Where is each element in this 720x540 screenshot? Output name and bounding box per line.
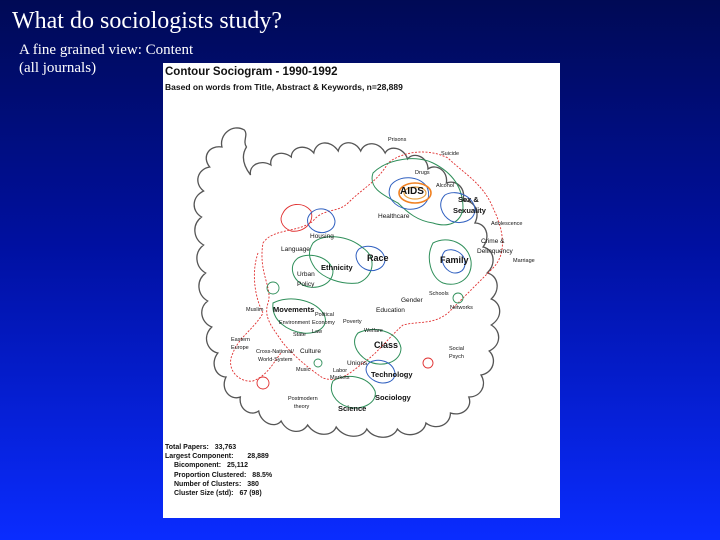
label-crime-1: Crime & [481, 238, 505, 245]
label-law: Law [312, 329, 323, 335]
label-drugs: Drugs [415, 170, 430, 176]
label-labor-markets-1: Labor [333, 368, 348, 374]
label-eastern-europe-2: Europe [231, 345, 249, 351]
label-sex-sexuality-1: Sex & [458, 195, 479, 204]
label-ethnicity: Ethnicity [321, 263, 353, 272]
label-schools: Schools [429, 291, 449, 297]
outer-boundary-contour [194, 128, 500, 437]
stat-largest-component: Largest Component: 28,889 [165, 453, 269, 461]
label-alcohol: Alcohol [436, 183, 455, 189]
label-education: Education [376, 307, 405, 314]
figure-subtitle: Based on words from Title, Abstract & Keywords, n=28,889 [165, 82, 403, 92]
label-class: Class [374, 340, 399, 350]
label-healthcare: Healthcare [378, 213, 410, 220]
label-marriage: Marriage [513, 258, 535, 264]
label-science: Science [338, 404, 367, 413]
label-environment: Environment [279, 320, 310, 326]
red-contour-upper-left [281, 204, 312, 231]
label-suicide: Suicide [441, 151, 460, 157]
label-muslim: Muslim [246, 307, 264, 313]
label-political-economy-1: Political [315, 312, 334, 318]
label-music: Music [296, 367, 311, 373]
label-unions: Unions [347, 360, 368, 367]
label-sociology: Sociology [375, 393, 411, 402]
subtitle-line-2: (all journals) [19, 60, 97, 76]
small-loop-4 [423, 358, 433, 368]
blue-contour-housing [308, 209, 335, 233]
small-loop-5 [314, 359, 322, 367]
label-culture: Culture [300, 348, 321, 355]
label-urban-2: Policy [297, 281, 315, 288]
label-social-psych-1: Social [449, 346, 464, 352]
summary-statistics [165, 443, 272, 498]
label-eastern-europe-1: Eastern [231, 337, 250, 343]
label-race: Race [367, 253, 389, 263]
label-housing: Housing [310, 233, 334, 240]
label-family: Family [440, 255, 469, 265]
stat-proportion-clustered: Proportion Clustered: 88.5% [174, 471, 273, 479]
label-language: Language [281, 246, 310, 253]
subtitle-line-1: A fine grained view: Content [19, 42, 194, 58]
contour-sociogram-figure [163, 63, 560, 518]
label-postmodern-2: theory [294, 404, 310, 410]
label-networks: Networks [450, 305, 473, 311]
label-poverty: Poverty [343, 319, 362, 325]
label-gender: Gender [401, 297, 423, 304]
stat-total-papers: Total Papers: 33,763 [165, 444, 237, 451]
label-postmodern-1: Postmodern [288, 396, 318, 402]
label-aids: AIDS [400, 186, 424, 197]
label-welfare: Welfare [364, 328, 383, 334]
label-political-economy-2: Economy [312, 320, 335, 326]
label-crime-2: Delinquency [477, 248, 513, 255]
stat-number-of-clusters: Number of Clusters: 380 [174, 480, 259, 488]
small-loop-3 [453, 293, 463, 303]
label-social-psych-2: Psych [449, 354, 464, 360]
stat-bicomponent: Bicomponent: 25,112 [174, 462, 249, 470]
slide-title: What do sociologists study? [12, 8, 282, 34]
small-loop-1 [267, 282, 279, 294]
stat-cluster-size: Cluster Size (std): 67 (98) [174, 490, 262, 498]
label-adolescence: Adolescence [491, 221, 523, 227]
small-loop-2 [257, 377, 269, 389]
green-contour-center [309, 237, 372, 284]
label-prisons: Prisons [388, 137, 407, 143]
label-labor-markets-2: Markets [330, 375, 350, 381]
label-movements: Movements [273, 305, 315, 314]
label-cross-national-1: Cross-National/ [256, 349, 294, 355]
figure-title: Contour Sociogram - 1990-1992 [165, 66, 338, 78]
label-technology: Technology [371, 370, 413, 379]
label-sex-sexuality-2: Sexuality [453, 206, 486, 215]
label-state: State [293, 332, 306, 338]
label-cross-national-2: World-System [258, 357, 293, 363]
label-urban-1: Urban [297, 271, 315, 278]
